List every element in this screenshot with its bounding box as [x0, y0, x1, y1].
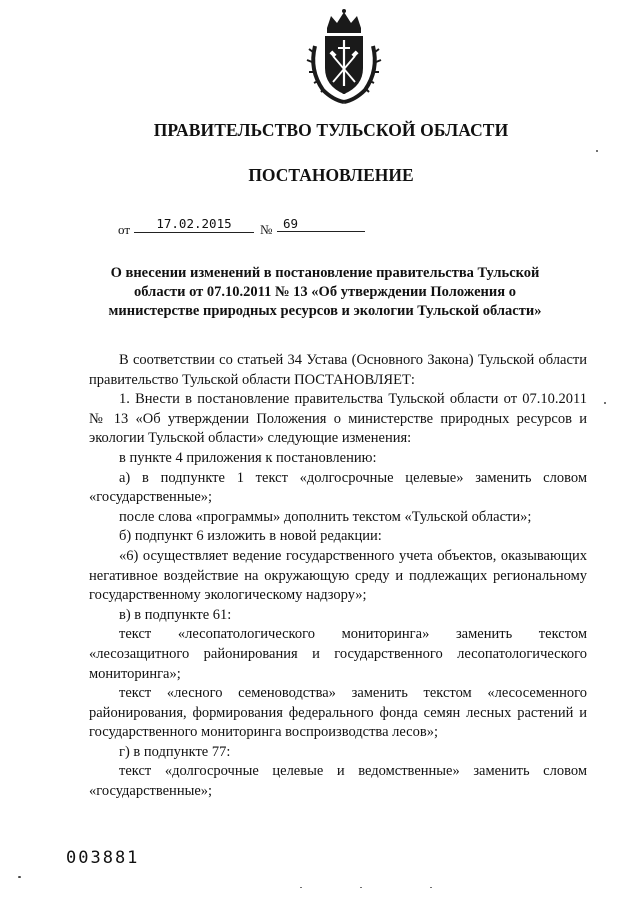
scan-speck	[430, 887, 432, 888]
scan-speck	[596, 150, 598, 152]
document-type-heading: ПОСТАНОВЛЕНИЕ	[248, 165, 414, 185]
document-number: 69	[277, 216, 365, 232]
date-prefix-label: от	[118, 222, 131, 237]
body-paragraph: текст «долгосрочные целевые и ведомственные» заменить словом «государственные»;	[89, 763, 587, 800]
document-date: 17.02.2015	[134, 216, 254, 233]
body-paragraph: текст «лесного семеноводства» заменить текстом «лесосеменного районирования, формирования федерального фонда семян лесных растений и государственного мониторинга воспроизводства лесов»;	[89, 685, 587, 741]
organization-title: ПРАВИТЕЛЬСТВО ТУЛЬСКОЙ ОБЛАСТИ	[153, 120, 509, 140]
body-paragraph: текст «лесопатологического мониторинга» заменить текстом «лесозащитного районирования и государственного лесопатологического мониторинга»;	[89, 626, 587, 682]
body-paragraph: г) в подпункте 77:	[119, 743, 231, 760]
body-paragraph: б) подпункт 6 изложить в новой редакции:	[119, 528, 382, 545]
body-paragraph: В соответствии со статьей 34 Устава (Основного Закона) Тульской области правительство Тульской области ПОСТАНОВЛЯЕТ:	[89, 352, 587, 388]
body-paragraph: в пункте 4 приложения к постановлению:	[119, 449, 377, 466]
scan-speck	[604, 402, 606, 404]
body-paragraph: «6) осуществляет ведение государственного учета объектов, оказывающих негативное воздействие на окружающую среду и подлежащих региональному государственному экологическому надзору»;	[89, 547, 587, 604]
body-paragraph: 1. Внести в постановление правительства Тульской области от 07.10.2011 № 13 «Об утверждении Положения о министерстве природных ресурсов и экологии Тульской области» следующие изменения:	[89, 391, 587, 447]
scan-speck	[18, 876, 21, 878]
document-body	[89, 351, 587, 802]
number-prefix-label: №	[260, 222, 273, 237]
document-subject: О внесении изменений в постановление правительства Тульской области от 07.10.2011 № 13 «Об утверждении Положения о министерстве природных ресурсов и экологии Тульской области»	[108, 265, 542, 319]
scan-speck	[300, 887, 302, 888]
body-paragraph: в) в подпункте 61:	[119, 606, 232, 623]
scan-speck	[360, 887, 362, 888]
coat-of-arms-emblem	[305, 8, 383, 106]
body-paragraph: а) в подпункте 1 текст «долгосрочные целевые» заменить словом «государственные»;	[89, 469, 587, 506]
body-paragraph: после слова «программы» дополнить текстом «Тульской области»;	[119, 508, 532, 525]
serial-number-stamp: 003881	[66, 848, 140, 868]
